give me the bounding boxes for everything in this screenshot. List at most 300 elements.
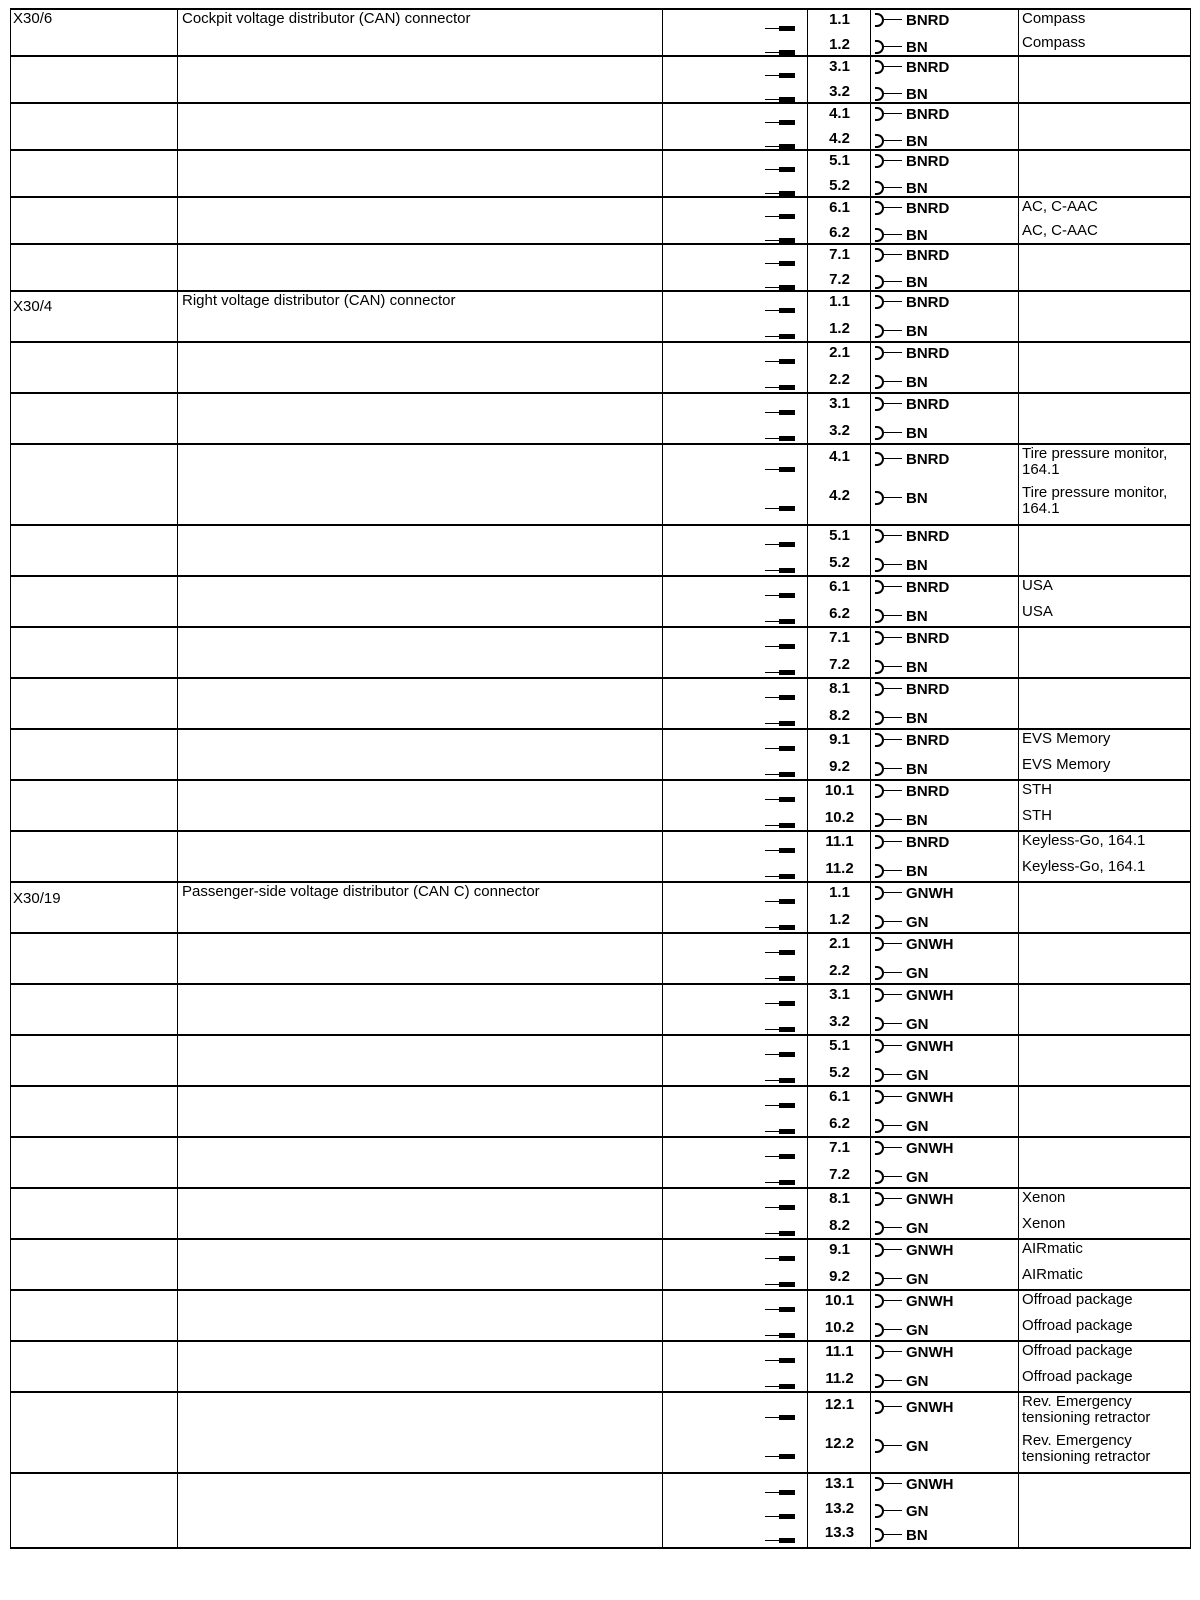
description-cell bbox=[178, 526, 663, 575]
component-code-cell bbox=[10, 57, 178, 102]
wire-color: BNRD bbox=[906, 345, 950, 362]
description-cell bbox=[178, 1189, 663, 1238]
wire-bracket-icon bbox=[875, 1272, 884, 1286]
table-row bbox=[10, 1474, 1191, 1549]
connector-contact-icon bbox=[765, 1488, 795, 1498]
wire-line-icon bbox=[884, 1023, 902, 1024]
wire-line-icon bbox=[884, 819, 902, 820]
connector-symbol-cell bbox=[663, 10, 808, 55]
connector-symbol-cell bbox=[663, 1087, 808, 1136]
pin-number: 1.1 bbox=[829, 884, 850, 901]
note-cell bbox=[1019, 1291, 1191, 1340]
pin-number: 6.1 bbox=[829, 199, 850, 216]
description-cell bbox=[178, 730, 663, 779]
connector-contact-icon bbox=[765, 719, 795, 729]
wire-bracket-icon bbox=[875, 397, 884, 411]
wire-color-cell bbox=[871, 577, 1019, 626]
wire-bracket-icon bbox=[875, 134, 884, 148]
table-row bbox=[10, 526, 1191, 577]
connector-contact-icon bbox=[765, 48, 795, 58]
component-description: Passenger-side voltage distributor (CAN C) connector bbox=[182, 883, 540, 900]
wire-color: BNRD bbox=[906, 200, 950, 217]
pin-number-cell bbox=[808, 198, 871, 243]
wire-line-icon bbox=[884, 666, 902, 667]
connector-symbol-cell bbox=[663, 832, 808, 881]
component-code-cell bbox=[10, 781, 178, 830]
wire-color: GNWH bbox=[906, 1476, 954, 1493]
description-cell bbox=[178, 245, 663, 290]
wire-color-cell bbox=[871, 526, 1019, 575]
pin-number-cell bbox=[808, 1036, 871, 1085]
wire-line-icon bbox=[884, 1300, 902, 1301]
wire-line-icon bbox=[884, 1510, 902, 1511]
wire-color: BNRD bbox=[906, 396, 950, 413]
wire-line-icon bbox=[884, 637, 902, 638]
pin-number: 7.2 bbox=[829, 270, 850, 288]
wire-line-icon bbox=[884, 281, 902, 282]
note-cell bbox=[1019, 151, 1191, 196]
pin-number: 3.2 bbox=[829, 82, 850, 100]
wire-color: GN bbox=[906, 1270, 929, 1288]
wire-color-cell bbox=[871, 628, 1019, 677]
wire-bracket-icon bbox=[875, 886, 884, 900]
connector-symbol-cell bbox=[663, 679, 808, 728]
wire-color-cell bbox=[871, 679, 1019, 728]
wire-color: BN bbox=[906, 373, 928, 391]
wire-line-icon bbox=[884, 535, 902, 536]
wire-color: BN bbox=[906, 273, 928, 291]
component-code: X30/19 bbox=[13, 890, 61, 907]
wire-bracket-icon bbox=[875, 13, 884, 27]
pin-number: 2.1 bbox=[829, 344, 850, 361]
note-cell bbox=[1019, 104, 1191, 149]
table-row bbox=[10, 730, 1191, 781]
pin-note: Xenon bbox=[1022, 1214, 1066, 1232]
table-row bbox=[10, 104, 1191, 151]
wire-color: BNRD bbox=[906, 59, 950, 76]
connector-contact-icon bbox=[765, 1203, 795, 1213]
connector-contact-icon bbox=[765, 642, 795, 652]
description-cell bbox=[178, 151, 663, 196]
wire-color-cell bbox=[871, 1036, 1019, 1085]
pin-number: 6.1 bbox=[829, 578, 850, 595]
connector-contact-icon bbox=[765, 1178, 795, 1188]
wire-bracket-icon bbox=[875, 558, 884, 572]
wire-color: GNWH bbox=[906, 1140, 954, 1157]
wire-bracket-icon bbox=[875, 1141, 884, 1155]
wire-color: BNRD bbox=[906, 579, 950, 596]
pin-note: Tire pressure monitor, 164.1 bbox=[1022, 484, 1168, 517]
wire-color: BN bbox=[906, 132, 928, 150]
wire-line-icon bbox=[884, 497, 902, 498]
wire-bracket-icon bbox=[875, 864, 884, 878]
table-row bbox=[10, 1189, 1191, 1240]
component-code-cell bbox=[10, 343, 178, 392]
wire-color-cell bbox=[871, 104, 1019, 149]
connector-symbol-cell bbox=[663, 526, 808, 575]
connector-contact-icon bbox=[765, 142, 795, 152]
table-row bbox=[10, 1138, 1191, 1189]
description-cell bbox=[178, 292, 663, 341]
wire-line-icon bbox=[884, 717, 902, 718]
note-cell bbox=[1019, 781, 1191, 830]
table-row bbox=[10, 343, 1191, 394]
wire-line-icon bbox=[884, 972, 902, 973]
description-cell bbox=[178, 934, 663, 983]
pin-number-cell bbox=[808, 151, 871, 196]
description-cell bbox=[178, 445, 663, 524]
component-code-cell bbox=[10, 245, 178, 290]
pin-note: Compass bbox=[1022, 10, 1086, 27]
connector-symbol-cell bbox=[663, 577, 808, 626]
wire-line-icon bbox=[884, 1534, 902, 1535]
pin-number: 1.1 bbox=[829, 293, 850, 310]
wire-line-icon bbox=[884, 1176, 902, 1177]
wire-line-icon bbox=[884, 93, 902, 94]
pin-note: Offroad package bbox=[1022, 1291, 1133, 1308]
wire-color: BN bbox=[906, 658, 928, 676]
connector-contact-icon bbox=[765, 974, 795, 984]
wire-bracket-icon bbox=[875, 426, 884, 440]
connector-symbol-cell bbox=[663, 1393, 808, 1472]
description-cell bbox=[178, 57, 663, 102]
wire-line-icon bbox=[884, 790, 902, 791]
note-cell bbox=[1019, 1087, 1191, 1136]
wire-line-icon bbox=[884, 207, 902, 208]
pin-note: Offroad package bbox=[1022, 1316, 1133, 1334]
wire-color: BN bbox=[906, 607, 928, 625]
pin-number: 10.2 bbox=[824, 808, 855, 826]
connector-contact-icon bbox=[765, 1127, 795, 1137]
wire-bracket-icon bbox=[875, 1439, 884, 1453]
pin-number-cell bbox=[808, 1087, 871, 1136]
component-code-cell bbox=[10, 628, 178, 677]
wire-bracket-icon bbox=[875, 1090, 884, 1104]
connector-contact-icon bbox=[765, 540, 795, 550]
connector-symbol-cell bbox=[663, 394, 808, 443]
note-cell bbox=[1019, 445, 1191, 524]
component-code-cell bbox=[10, 526, 178, 575]
pin-number-cell bbox=[808, 10, 871, 55]
pin-number: 4.2 bbox=[829, 129, 850, 147]
wire-color: BNRD bbox=[906, 12, 950, 29]
wire-bracket-icon bbox=[875, 1345, 884, 1359]
wire-bracket-icon bbox=[875, 1504, 884, 1518]
component-code-cell bbox=[10, 1240, 178, 1289]
pin-number: 7.2 bbox=[829, 1165, 850, 1183]
component-code-cell bbox=[10, 1087, 178, 1136]
wire-color-cell bbox=[871, 1393, 1019, 1472]
pin-number-cell bbox=[808, 245, 871, 290]
wire-bracket-icon bbox=[875, 1017, 884, 1031]
wire-color: BN bbox=[906, 85, 928, 103]
wire-line-icon bbox=[884, 994, 902, 995]
pin-number-cell bbox=[808, 1240, 871, 1289]
table-row bbox=[10, 394, 1191, 445]
pin-number-cell bbox=[808, 394, 871, 443]
wire-line-icon bbox=[884, 1445, 902, 1446]
connector-symbol-cell bbox=[663, 292, 808, 341]
component-code-cell bbox=[10, 1291, 178, 1340]
pin-number: 9.2 bbox=[829, 757, 850, 775]
connector-contact-icon bbox=[765, 504, 795, 514]
pin-number: 5.2 bbox=[829, 1063, 850, 1081]
wire-color: BN bbox=[906, 556, 928, 574]
pin-number: 8.1 bbox=[829, 680, 850, 697]
connector-contact-icon bbox=[765, 408, 795, 418]
wire-color-cell bbox=[871, 730, 1019, 779]
wire-color: GNWH bbox=[906, 1293, 954, 1310]
wire-bracket-icon bbox=[875, 491, 884, 505]
wire-color: GN bbox=[906, 1372, 929, 1390]
wire-color-cell bbox=[871, 343, 1019, 392]
pin-number: 12.2 bbox=[824, 1435, 855, 1452]
wire-color: BN bbox=[906, 709, 928, 727]
pin-number-cell bbox=[808, 832, 871, 881]
wire-color: GNWH bbox=[906, 1344, 954, 1361]
description-cell bbox=[178, 1342, 663, 1391]
pin-number: 3.1 bbox=[829, 395, 850, 412]
component-code-cell bbox=[10, 1036, 178, 1085]
wire-color-cell bbox=[871, 394, 1019, 443]
wire-line-icon bbox=[884, 1351, 902, 1352]
component-code-cell bbox=[10, 1474, 178, 1547]
connector-contact-icon bbox=[765, 897, 795, 907]
wire-bracket-icon bbox=[875, 1119, 884, 1133]
wire-bracket-icon bbox=[875, 375, 884, 389]
wire-line-icon bbox=[884, 1278, 902, 1279]
wire-color: BNRD bbox=[906, 681, 950, 698]
note-cell bbox=[1019, 245, 1191, 290]
component-code-cell bbox=[10, 679, 178, 728]
pin-number: 6.2 bbox=[829, 223, 850, 241]
wire-color: GN bbox=[906, 913, 929, 931]
description-cell bbox=[178, 985, 663, 1034]
pin-number: 9.2 bbox=[829, 1267, 850, 1285]
connector-contact-icon bbox=[765, 591, 795, 601]
connector-contact-icon bbox=[765, 795, 795, 805]
wire-bracket-icon bbox=[875, 1528, 884, 1542]
description-cell bbox=[178, 1087, 663, 1136]
pin-number: 6.2 bbox=[829, 604, 850, 622]
connector-contact-icon bbox=[765, 383, 795, 393]
connector-symbol-cell bbox=[663, 198, 808, 243]
pin-number: 10.2 bbox=[824, 1318, 855, 1336]
note-cell bbox=[1019, 1036, 1191, 1085]
pin-number: 4.1 bbox=[829, 105, 850, 122]
connector-contact-icon bbox=[765, 668, 795, 678]
wire-color: GN bbox=[906, 1438, 929, 1455]
wire-color: GN bbox=[906, 1219, 929, 1237]
wire-line-icon bbox=[884, 870, 902, 871]
connector-symbol-cell bbox=[663, 1138, 808, 1187]
wire-color-cell bbox=[871, 1342, 1019, 1391]
table-row bbox=[10, 292, 1191, 343]
wire-color-cell bbox=[871, 57, 1019, 102]
connector-contact-icon bbox=[765, 770, 795, 780]
pin-note: EVS Memory bbox=[1022, 755, 1111, 773]
wire-bracket-icon bbox=[875, 784, 884, 798]
wire-line-icon bbox=[884, 381, 902, 382]
note-cell bbox=[1019, 1240, 1191, 1289]
connector-contact-icon bbox=[765, 693, 795, 703]
pin-number-cell bbox=[808, 985, 871, 1034]
note-cell bbox=[1019, 1393, 1191, 1472]
wire-color-cell bbox=[871, 10, 1019, 55]
pin-number: 11.1 bbox=[825, 1343, 854, 1360]
connector-symbol-cell bbox=[663, 1189, 808, 1238]
wire-color: BN bbox=[906, 322, 928, 340]
connector-contact-icon bbox=[765, 872, 795, 882]
pin-number: 1.2 bbox=[829, 910, 850, 928]
wire-bracket-icon bbox=[875, 915, 884, 929]
description-cell bbox=[178, 679, 663, 728]
wire-color: GN bbox=[906, 1321, 929, 1339]
component-code-cell bbox=[10, 1393, 178, 1472]
description-cell bbox=[178, 577, 663, 626]
component-code-cell bbox=[10, 1189, 178, 1238]
wire-bracket-icon bbox=[875, 660, 884, 674]
description-cell bbox=[178, 1138, 663, 1187]
connector-contact-icon bbox=[765, 846, 795, 856]
pin-number-cell bbox=[808, 679, 871, 728]
wire-bracket-icon bbox=[875, 228, 884, 242]
description-cell bbox=[178, 104, 663, 149]
pin-number-cell bbox=[808, 934, 871, 983]
pin-number: 6.2 bbox=[829, 1114, 850, 1132]
wire-color: BNRD bbox=[906, 153, 950, 170]
table-row bbox=[10, 198, 1191, 245]
connector-contact-icon bbox=[765, 1512, 795, 1522]
connector-contact-icon bbox=[765, 617, 795, 627]
wire-bracket-icon bbox=[875, 988, 884, 1002]
wire-color: BNRD bbox=[906, 528, 950, 545]
wire-color: BN bbox=[906, 424, 928, 442]
wire-line-icon bbox=[884, 1406, 902, 1407]
wire-color: BN bbox=[906, 490, 928, 507]
wire-color: BNRD bbox=[906, 247, 950, 264]
component-code-cell bbox=[10, 151, 178, 196]
wire-line-icon bbox=[884, 943, 902, 944]
wire-bracket-icon bbox=[875, 107, 884, 121]
wire-bracket-icon bbox=[875, 275, 884, 289]
wire-color-cell bbox=[871, 1189, 1019, 1238]
component-code-cell bbox=[10, 292, 178, 341]
connector-symbol-cell bbox=[663, 104, 808, 149]
note-cell bbox=[1019, 883, 1191, 932]
pin-number: 6.1 bbox=[829, 1088, 850, 1105]
wire-bracket-icon bbox=[875, 1374, 884, 1388]
wire-line-icon bbox=[884, 1249, 902, 1250]
wire-color-cell bbox=[871, 445, 1019, 524]
note-cell bbox=[1019, 934, 1191, 983]
wire-bracket-icon bbox=[875, 1243, 884, 1257]
wire-bracket-icon bbox=[875, 682, 884, 696]
wire-bracket-icon bbox=[875, 452, 884, 466]
wire-line-icon bbox=[884, 330, 902, 331]
wire-color-cell bbox=[871, 245, 1019, 290]
wire-color: GNWH bbox=[906, 1399, 954, 1416]
pin-number: 5.1 bbox=[829, 1037, 850, 1054]
description-cell bbox=[178, 1474, 663, 1547]
wire-bracket-icon bbox=[875, 1323, 884, 1337]
connector-contact-icon bbox=[765, 1076, 795, 1086]
table-row bbox=[10, 151, 1191, 198]
table-row bbox=[10, 934, 1191, 985]
pin-number: 3.1 bbox=[829, 58, 850, 75]
wire-line-icon bbox=[884, 113, 902, 114]
connector-contact-icon bbox=[765, 821, 795, 831]
pin-note: AC, C-AAC bbox=[1022, 198, 1098, 215]
connector-contact-icon bbox=[765, 71, 795, 81]
wire-color: BN bbox=[906, 179, 928, 197]
wire-bracket-icon bbox=[875, 580, 884, 594]
pin-note: Rev. Emergency tensioning retractor bbox=[1022, 1432, 1151, 1465]
wire-bracket-icon bbox=[875, 966, 884, 980]
pin-number: 5.1 bbox=[829, 152, 850, 169]
wire-bracket-icon bbox=[875, 1192, 884, 1206]
wire-color: BN bbox=[906, 760, 928, 778]
component-code-cell bbox=[10, 10, 178, 55]
wire-line-icon bbox=[884, 187, 902, 188]
connector-symbol-cell bbox=[663, 1474, 808, 1547]
description-cell bbox=[178, 1393, 663, 1472]
wire-bracket-icon bbox=[875, 762, 884, 776]
pin-note: USA bbox=[1022, 577, 1053, 594]
wire-bracket-icon bbox=[875, 609, 884, 623]
wire-line-icon bbox=[884, 739, 902, 740]
connector-contact-icon bbox=[765, 1229, 795, 1239]
pin-number-cell bbox=[808, 292, 871, 341]
wire-color: GN bbox=[906, 964, 929, 982]
connector-contact-icon bbox=[765, 1356, 795, 1366]
connector-contact-icon bbox=[765, 332, 795, 342]
wire-color-cell bbox=[871, 1087, 1019, 1136]
wire-line-icon bbox=[884, 1329, 902, 1330]
wire-color-cell bbox=[871, 883, 1019, 932]
wire-color: GN bbox=[906, 1503, 929, 1520]
wire-line-icon bbox=[884, 921, 902, 922]
wire-color: GN bbox=[906, 1015, 929, 1033]
component-code-cell bbox=[10, 445, 178, 524]
connector-symbol-cell bbox=[663, 934, 808, 983]
pin-number: 11.1 bbox=[825, 833, 854, 850]
connector-contact-icon bbox=[765, 306, 795, 316]
note-cell bbox=[1019, 832, 1191, 881]
wire-bracket-icon bbox=[875, 529, 884, 543]
connector-contact-icon bbox=[765, 1050, 795, 1060]
connector-symbol-cell bbox=[663, 628, 808, 677]
connector-symbol-cell bbox=[663, 781, 808, 830]
wire-line-icon bbox=[884, 140, 902, 141]
component-code-cell bbox=[10, 577, 178, 626]
table-row bbox=[10, 1087, 1191, 1138]
pin-number: 7.1 bbox=[829, 629, 850, 646]
pin-number: 7.1 bbox=[829, 246, 850, 263]
pin-number: 2.2 bbox=[829, 961, 850, 979]
component-code-cell bbox=[10, 883, 178, 932]
connector-contact-icon bbox=[765, 1382, 795, 1392]
description-cell bbox=[178, 1240, 663, 1289]
component-code: X30/4 bbox=[13, 298, 53, 315]
component-code-cell bbox=[10, 985, 178, 1034]
wire-color: GNWH bbox=[906, 1242, 954, 1259]
pin-number-cell bbox=[808, 1189, 871, 1238]
connector-contact-icon bbox=[765, 744, 795, 754]
connector-contact-icon bbox=[765, 566, 795, 576]
pin-number: 8.2 bbox=[829, 1216, 850, 1234]
component-code-cell bbox=[10, 394, 178, 443]
